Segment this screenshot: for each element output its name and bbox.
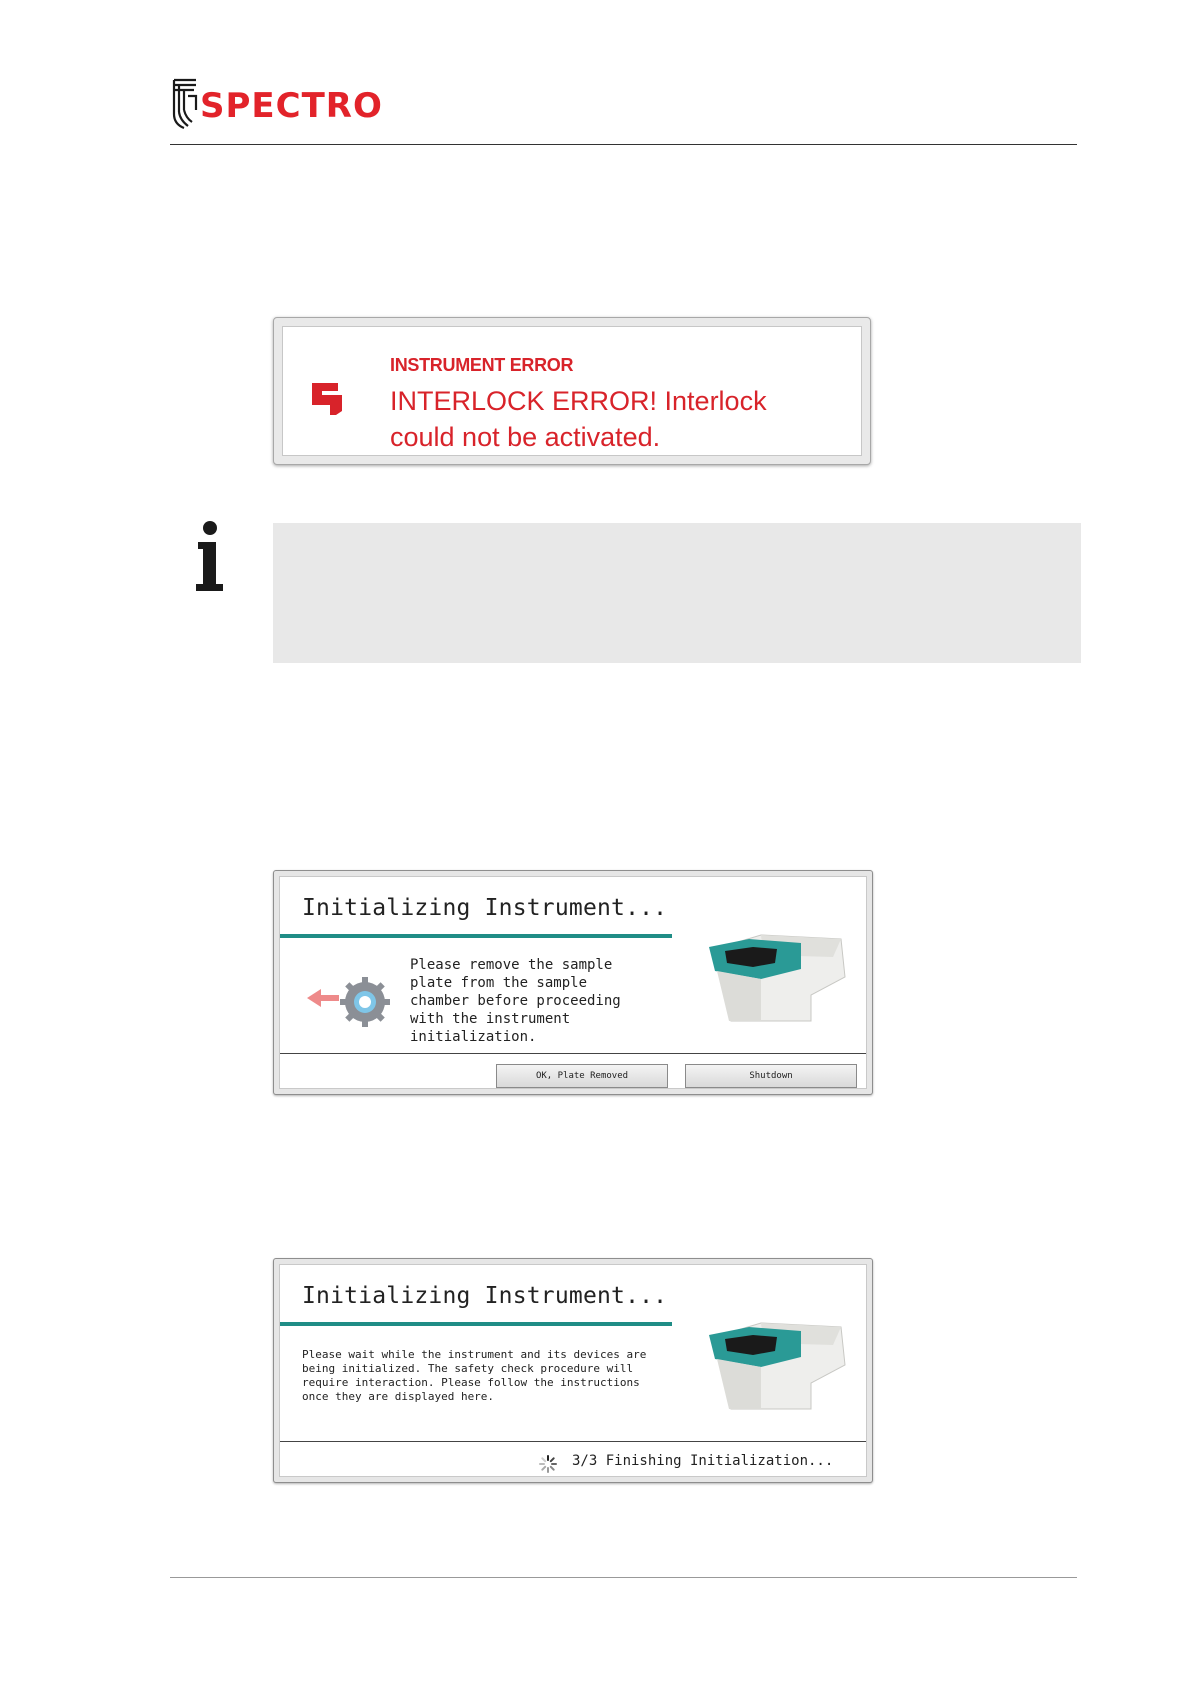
dialog-message: Please wait while the instrument and its devices are being initialized. The safety check procedure will require interaction. Please follow the instructions once they are displayed here. — [302, 1348, 647, 1403]
spectro-logo — [170, 76, 383, 136]
remove-plate-gear-icon — [305, 977, 390, 1027]
error-title: INSTRUMENT ERROR — [390, 355, 574, 375]
instrument-image — [701, 917, 851, 1027]
shutdown-button[interactable]: Shutdown — [685, 1064, 857, 1088]
dialog-body — [279, 876, 867, 1089]
button-bar-divider — [280, 1053, 866, 1054]
spectro-error-icon — [308, 377, 348, 417]
status-bar-divider — [280, 1441, 866, 1442]
ok-plate-removed-button[interactable]: OK, Plate Removed — [496, 1064, 668, 1088]
info-icon — [190, 520, 230, 594]
error-dialog-body — [282, 326, 862, 456]
initializing-instrument-dialog-progress — [273, 1258, 873, 1483]
footer-divider — [170, 1577, 1077, 1578]
loading-spinner-icon — [538, 1454, 558, 1474]
header-divider — [170, 144, 1077, 145]
dialog-title: Initializing Instrument... — [302, 895, 668, 921]
dialog-title: Initializing Instrument... — [302, 1283, 668, 1309]
error-message: INTERLOCK ERROR! Interlock could not be activated. — [390, 386, 767, 452]
initializing-instrument-dialog-remove-plate — [273, 870, 873, 1095]
info-note-box — [273, 523, 1081, 663]
dialog-message: Please remove the sample plate from the sample chamber before proceeding with the instrument initialization. — [410, 957, 621, 1045]
spectro-logo-mark — [170, 76, 200, 136]
dialog-body — [279, 1264, 867, 1477]
title-underline — [280, 1322, 672, 1326]
instrument-image — [701, 1305, 851, 1415]
logo-text: SPECTRO — [200, 86, 383, 126]
instrument-error-dialog — [273, 317, 871, 465]
title-underline — [280, 934, 672, 938]
initialization-status: 3/3 Finishing Initialization... — [572, 1453, 834, 1469]
